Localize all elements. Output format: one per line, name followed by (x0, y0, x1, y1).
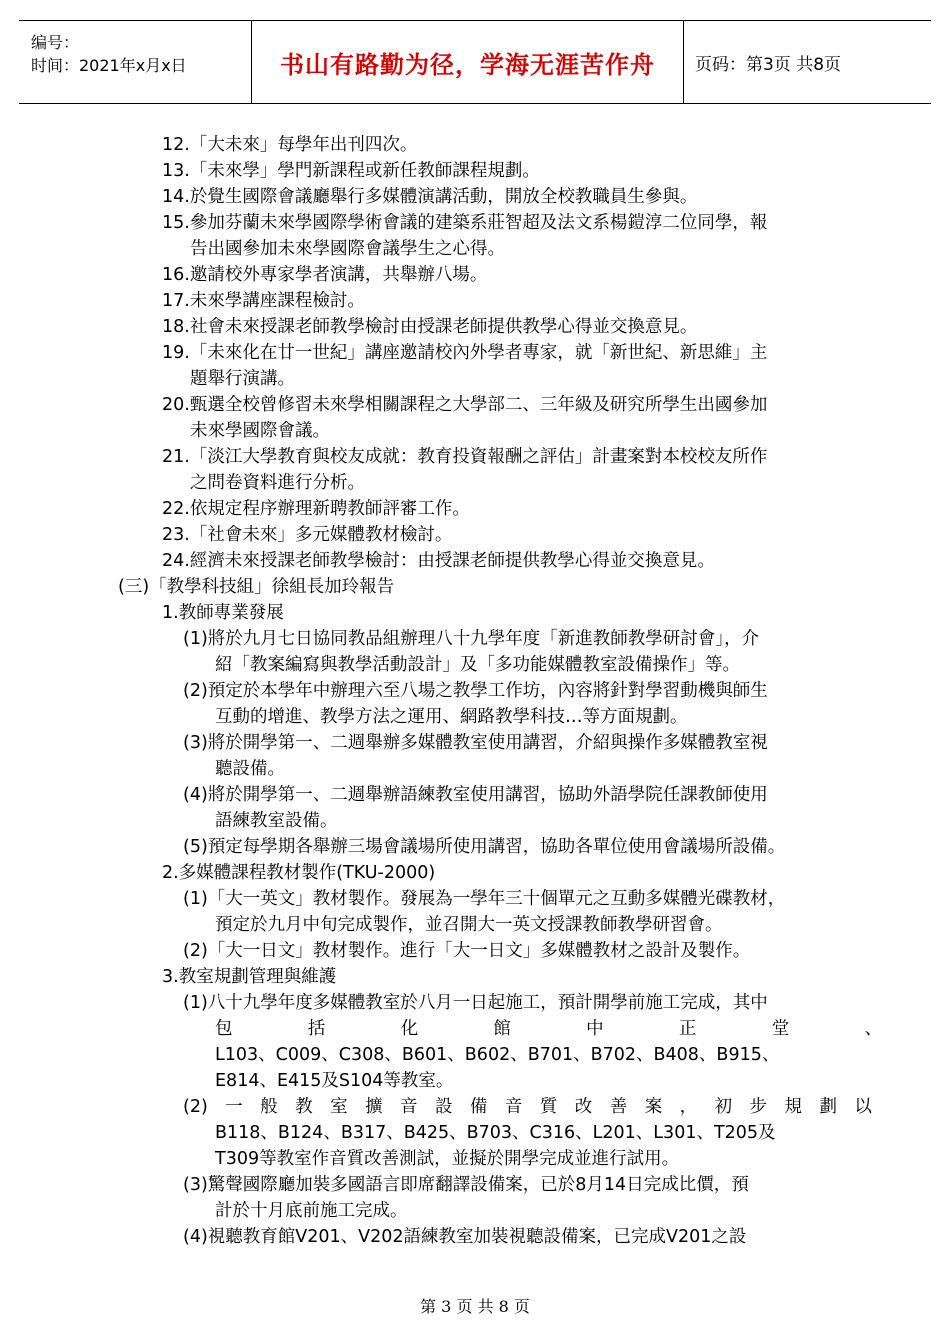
spaced-char: 步 (749, 1097, 768, 1117)
sub-item-1-2: (2)預定於本學年中辦理六至八場之教學工作坊，內容將針對學習動機與師生 (183, 681, 768, 701)
spaced-char: 正 (678, 1019, 697, 1039)
spaced-char: 包 (215, 1019, 233, 1039)
sub-item-2-1-cont: 預定於九月中旬完成製作，並召開大一英文授課教師教學研習會。 (215, 915, 723, 935)
document-number-label: 编号： (31, 33, 80, 52)
sub-item-3-4: (4)視聽教育館V201、V202語練教室加裝視聽設備案，已完成V201之設 (183, 1227, 747, 1247)
sub-item-2-2: (2)「大一日文」教材製作。進行「大一日文」多媒體教材之設計及製作。 (183, 941, 751, 961)
sub-item-1-5: (5)預定每學期各舉辦三場會議場所使用講習，協助各單位使用會議場所設備。 (183, 837, 786, 857)
spaced-char: 、 (864, 1019, 882, 1039)
list-item-17: 17.未來學講座課程檢討。 (162, 291, 365, 311)
spaced-char: 音 (504, 1097, 523, 1117)
list-item-19: 19.「未來化在廿一世紀」講座邀請校內外學者專家，就「新世紀、新思維」主 (162, 343, 768, 363)
list-item-12: 12.「大未來」每學年出刊四次。 (162, 135, 418, 155)
spaced-char: 規 (784, 1097, 802, 1117)
list-item-19-cont: 題舉行演講。 (190, 369, 295, 389)
list-item-13: 13.「未來學」學門新課程或新任教師課程規劃。 (162, 161, 540, 181)
sub-item-3-1-spaced (215, 1016, 882, 1042)
list-item-14: 14.於覺生國際會議廳舉行多媒體演講活動，開放全校教職員生參與。 (162, 187, 698, 207)
list-item-21: 21.「淡江大學教育與校友成就：教育投資報酬之評估」計畫案對本校校友所作 (162, 447, 768, 467)
spaced-char: 初 (714, 1097, 733, 1117)
list-item-16: 16.邀請校外專家學者演講，共舉辦八場。 (162, 265, 488, 285)
sub-item-3-2-spaced (183, 1094, 872, 1120)
spaced-char: 質 (539, 1097, 558, 1117)
header-meta (31, 31, 187, 77)
list-item-22: 22.依規定程序辦理新聘教師評審工作。 (162, 499, 470, 519)
sub-item-1-3-cont: 聽設備。 (215, 759, 285, 779)
sub-item-3-3: (3)驚聲國際廳加裝多國語言即席翻譯設備案，已於8月14日完成比價，預 (183, 1175, 749, 1195)
sub-item-1-1: (1)將於九月七日協同教品組辦理八十九學年度「新進教師教學研討會」，介 (183, 629, 760, 649)
spaced-char: 以 (854, 1097, 872, 1117)
sub-item-1-2-cont: 互動的增進、教學方法之運用、網路教學科技…等方面規劃。 (215, 707, 688, 727)
spaced-char: 擴 (365, 1097, 383, 1117)
sub-item-3-1: (1)八十九學年度多媒體教室於八月一日起施工，預計開學前施工完成，其中 (183, 993, 768, 1013)
list-item-24: 24.經濟未來授課老師教學檢討：由授課老師提供教學心得並交換意見。 (162, 551, 715, 571)
spaced-char: 改 (574, 1097, 593, 1117)
header-page-number: 页码：第3页 共8页 (695, 54, 842, 75)
spaced-char: 案 (644, 1097, 663, 1117)
sub-item-3-2-cont: T309等教室作音質改善測試，並擬於開學完成並進行試用。 (215, 1149, 680, 1169)
spaced-char: 般 (260, 1097, 278, 1117)
spaced-char: 堂 (771, 1019, 790, 1039)
list-item-20: 20.甄選全校曾修習未來學相關課程之大學部二、三年級及研究所學生出國參加 (162, 395, 768, 415)
spaced-char: 館 (493, 1019, 511, 1039)
sub-item-3-3-cont: 計於十月底前施工完成。 (215, 1201, 408, 1221)
subsection-heading-3: 3.教室規劃管理與維護 (162, 967, 337, 987)
page-footer: 第 3 页 共 8 页 (420, 1297, 530, 1316)
spaced-char: 一 (225, 1097, 243, 1117)
sub-item-3-2-rooms: B118、B124、B317、B425、B703、C316、L201、L301、T205及 (215, 1123, 776, 1143)
subsection-heading-1: 1.教師專業發展 (162, 603, 284, 623)
spaced-char: 音 (400, 1097, 418, 1117)
header-motto: 书山有路勤为径，学海无涯苦作舟 (251, 21, 684, 103)
section-heading: (三)「教學科技組」徐組長加玲報告 (118, 577, 395, 597)
spaced-char: 括 (307, 1019, 326, 1039)
list-item-21-cont: 之問卷資料進行分析。 (190, 473, 365, 493)
sub-item-3-1-rooms-cont: E814、E415及S104等教室。 (215, 1071, 454, 1091)
subsection-heading-2: 2.多媒體課程教材製作(TKU-2000) (162, 863, 436, 883)
list-item-18: 18.社會未來授課老師教學檢討由授課老師提供教學心得並交換意見。 (162, 317, 698, 337)
list-item-15: 15.參加芬蘭未來學國際學術會議的建築系莊智超及法文系楊鎧淳二位同學，報 (162, 213, 768, 233)
sub-item-1-4-cont: 語練教室設備。 (215, 811, 338, 831)
spaced-char: 設 (434, 1097, 453, 1117)
document-time-label: 时间：2021年x月x日 (31, 56, 187, 75)
spaced-char: ， (679, 1097, 698, 1117)
list-item-15-cont: 告出國參加未來學國際會議學生之心得。 (190, 239, 505, 259)
spaced-char: 室 (330, 1097, 348, 1117)
sub-item-2-1: (1)「大一英文」教材製作。發展為一學年三十個單元之互動多媒體光碟教材， (183, 889, 786, 909)
spaced-char: 備 (469, 1097, 488, 1117)
spaced-char: 中 (586, 1019, 604, 1039)
sub-item-1-3: (3)將於開學第一、二週舉辦多媒體教室使用講習，介紹與操作多媒體教室視 (183, 733, 768, 753)
sub-item-1-1-cont: 紹「教案編寫與教學活動設計」及「多功能媒體教室設備操作」等。 (215, 655, 740, 675)
spaced-char: (2) (183, 1097, 208, 1117)
sub-item-3-1-rooms: L103、C009、C308、B601、B602、B701、B702、B408、B915、 (215, 1045, 780, 1065)
spaced-char: 化 (400, 1019, 419, 1039)
page-header (19, 20, 931, 104)
list-item-20-cont: 未來學國際會議。 (190, 421, 330, 441)
spaced-char: 善 (609, 1097, 628, 1117)
spaced-char: 劃 (819, 1097, 837, 1117)
list-item-23: 23.「社會未來」多元媒體教材檢討。 (162, 525, 453, 545)
sub-item-1-4: (4)將於開學第一、二週舉辦語練教室使用講習，協助外語學院任課教師使用 (183, 785, 768, 805)
spaced-char: 教 (295, 1097, 313, 1117)
